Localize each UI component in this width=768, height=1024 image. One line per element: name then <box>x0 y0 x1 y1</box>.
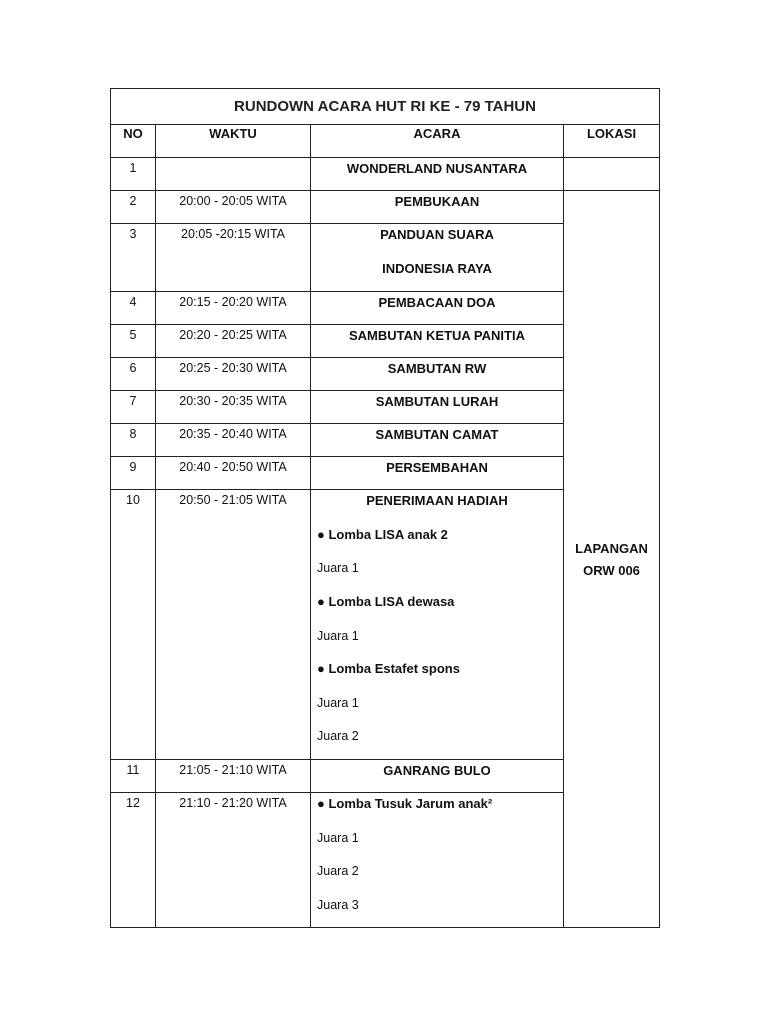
award-rank: Juara 1 <box>317 628 359 643</box>
row-acara: SAMBUTAN KETUA PANITIA <box>311 325 564 358</box>
award-rank: Juara 2 <box>317 729 359 744</box>
award-rank: Juara 1 <box>317 561 359 576</box>
location-line-1: LAPANGAN <box>575 541 648 557</box>
row-lokasi-empty <box>564 158 660 191</box>
acara-line: PANDUAN SUARA <box>380 227 494 242</box>
row-no: 4 <box>111 292 156 325</box>
row-time: 20:20 - 20:25 WITA <box>156 325 311 358</box>
row-time: 20:35 - 20:40 WITA <box>156 424 311 457</box>
row-time: 20:50 - 21:05 WITA <box>156 490 311 760</box>
header-waktu: WAKTU <box>156 125 311 158</box>
table-row <box>111 158 660 191</box>
row-acara <box>311 490 564 760</box>
row-time: 20:40 - 20:50 WITA <box>156 457 311 490</box>
acara-line: INDONESIA RAYA <box>382 260 492 276</box>
row-time <box>156 158 311 191</box>
table-row <box>111 191 660 224</box>
header-lokasi: LOKASI <box>564 125 660 158</box>
row-no: 5 <box>111 325 156 358</box>
header-acara: ACARA <box>311 125 564 158</box>
row-time: 20:05 -20:15 WITA <box>156 224 311 292</box>
row-time: 20:25 - 20:30 WITA <box>156 358 311 391</box>
row-no: 6 <box>111 358 156 391</box>
row-acara: SAMBUTAN LURAH <box>311 391 564 424</box>
row-acara: SAMBUTAN CAMAT <box>311 424 564 457</box>
row-acara: PEMBUKAAN <box>311 191 564 224</box>
table-title: RUNDOWN ACARA HUT RI KE - 79 TAHUN <box>111 89 660 125</box>
row-time: 20:15 - 20:20 WITA <box>156 292 311 325</box>
award-category: ● Lomba LISA anak 2 <box>317 526 448 542</box>
award-category: ● Lomba Tusuk Jarum anak² <box>317 795 493 811</box>
row-time: 21:10 - 21:20 WITA <box>156 792 311 927</box>
row-time: 20:30 - 20:35 WITA <box>156 391 311 424</box>
header-no: NO <box>111 125 156 158</box>
row-no: 12 <box>111 792 156 927</box>
header-row <box>111 125 660 158</box>
award-rank: Juara 1 <box>317 830 359 845</box>
rundown-table <box>110 88 660 928</box>
row-acara: WONDERLAND NUSANTARA <box>311 158 564 191</box>
row-no: 3 <box>111 224 156 292</box>
row-no: 10 <box>111 490 156 760</box>
row-no: 2 <box>111 191 156 224</box>
acara-heading: PENERIMAAN HADIAH <box>366 493 508 509</box>
rundown-document <box>110 88 659 928</box>
award-rank: Juara 2 <box>317 864 359 879</box>
row-no: 1 <box>111 158 156 191</box>
row-acara: PEMBACAAN DOA <box>311 292 564 325</box>
row-acara: PERSEMBAHAN <box>311 457 564 490</box>
row-acara <box>311 792 564 927</box>
row-acara: SAMBUTAN RW <box>311 358 564 391</box>
award-category: ● Lomba LISA dewasa <box>317 593 455 609</box>
award-category: ● Lomba Estafet spons <box>317 661 460 677</box>
row-time: 21:05 - 21:10 WITA <box>156 759 311 792</box>
location-line-2: ORW 006 <box>583 563 640 579</box>
award-rank: Juara 1 <box>317 695 359 710</box>
row-acara: GANRANG BULO <box>311 759 564 792</box>
row-no: 8 <box>111 424 156 457</box>
row-no: 9 <box>111 457 156 490</box>
row-acara <box>311 224 564 292</box>
row-no: 11 <box>111 759 156 792</box>
row-no: 7 <box>111 391 156 424</box>
award-rank: Juara 3 <box>317 897 359 912</box>
location-cell <box>564 191 660 928</box>
row-time: 20:00 - 20:05 WITA <box>156 191 311 224</box>
